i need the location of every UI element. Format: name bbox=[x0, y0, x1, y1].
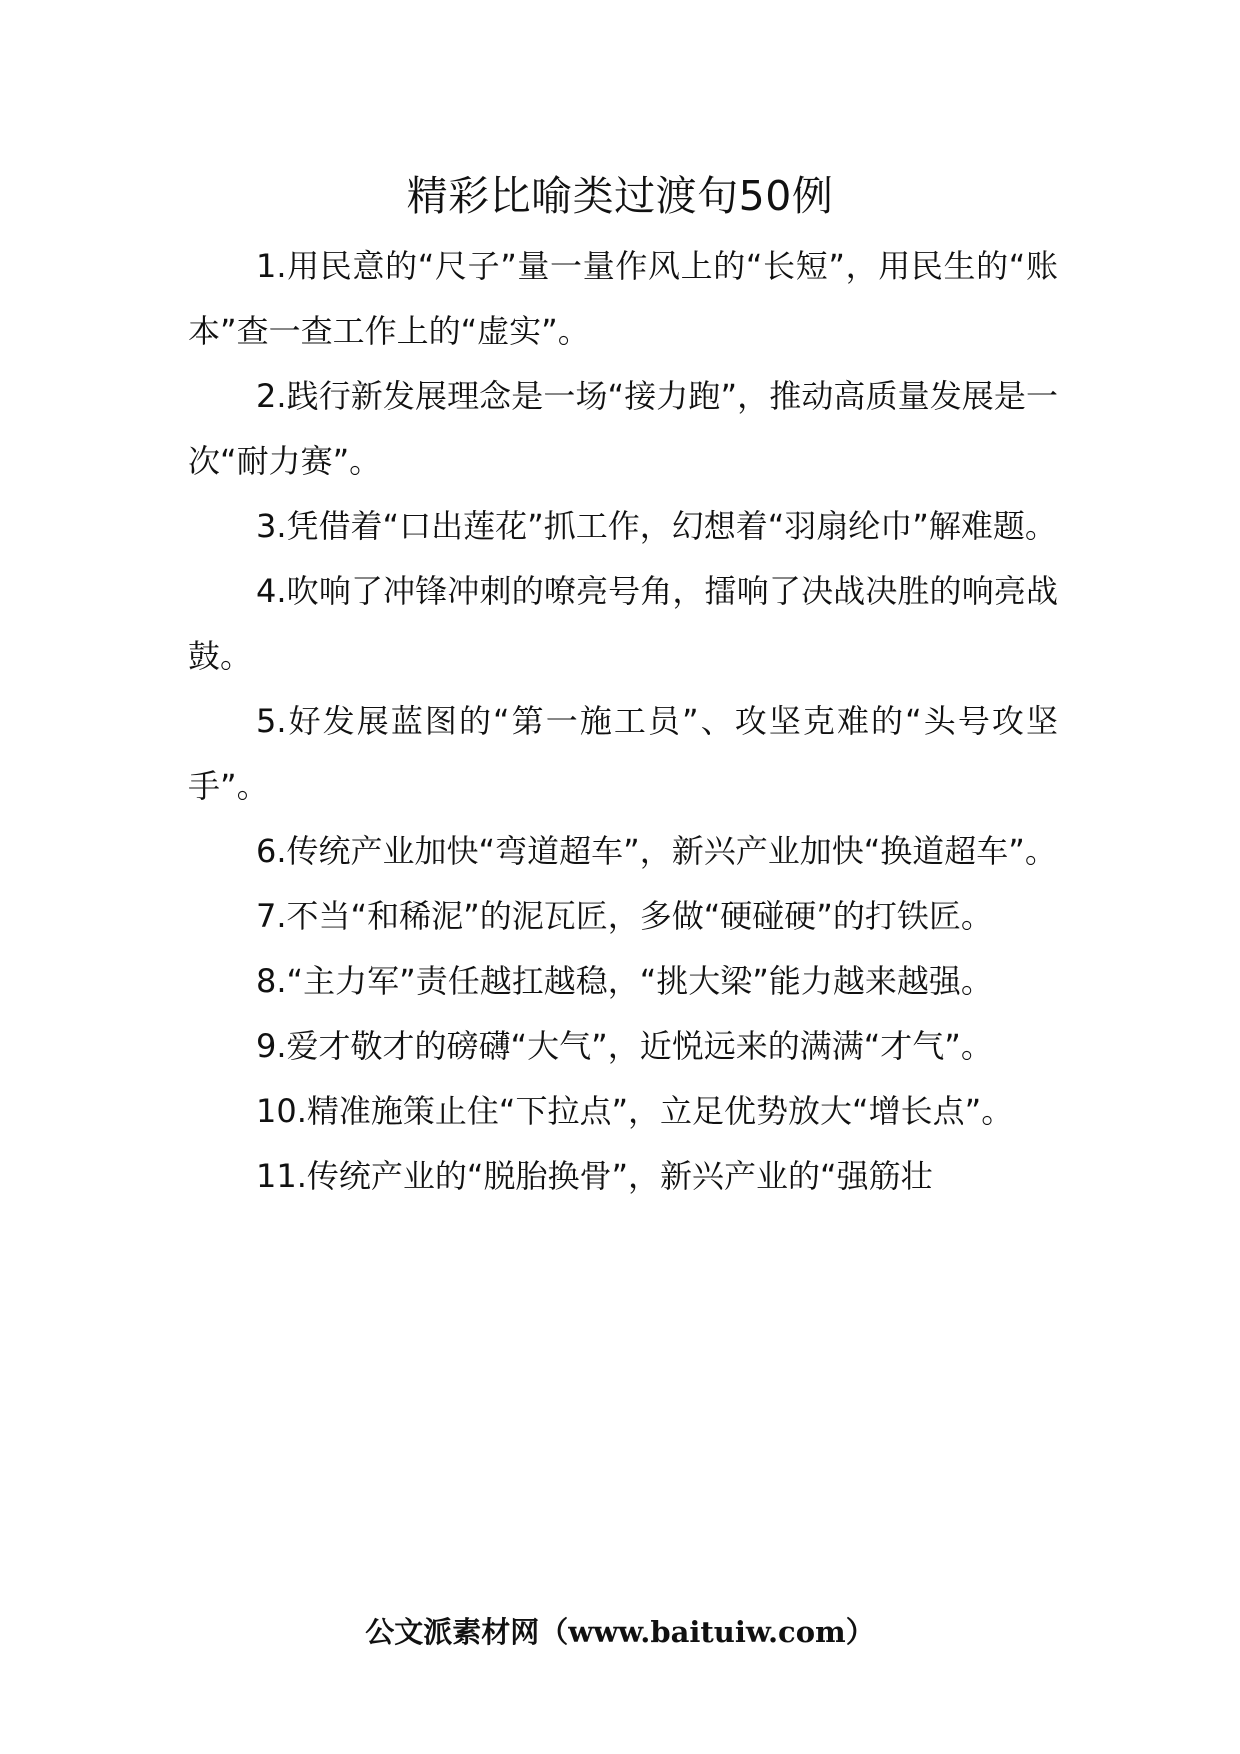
document-title: 精彩比喻类过渡句50例 bbox=[406, 172, 834, 220]
paragraph-1: 1.用民意的“尺子”量一量作风上的“长短”，用民生的“账本”查一查工作上的“虚实”。 bbox=[188, 247, 1058, 350]
paragraph-11: 11.传统产业的“脱胎换骨”，新兴产业的“强筋壮 bbox=[256, 1157, 933, 1195]
paragraph-4: 4.吹响了冲锋冲刺的嘹亮号角，擂响了决战决胜的响亮战鼓。 bbox=[188, 572, 1058, 675]
document-body bbox=[188, 234, 1058, 1209]
paragraph-8: 8.“主力军”责任越扛越稳，“挑大梁”能力越来越强。 bbox=[256, 962, 993, 1000]
site-footer: 公文派素材网（www.baituiw.com） bbox=[365, 1615, 875, 1649]
paragraph-3: 3.凭借着“口出莲花”抓工作，幻想着“羽扇纶巾”解难题。 bbox=[256, 507, 1057, 545]
paragraph-2: 2.践行新发展理念是一场“接力跑”，推动高质量发展是一次“耐力赛”。 bbox=[188, 377, 1058, 480]
paragraph-6: 6.传统产业加快“弯道超车”，新兴产业加快“换道超车”。 bbox=[256, 832, 1057, 870]
paragraph-5: 5.好发展蓝图的“第一施工员”、攻坚克难的“头号攻坚手”。 bbox=[188, 702, 1058, 805]
paragraph-10: 10.精准施策止住“下拉点”，立足优势放大“增长点”。 bbox=[256, 1092, 1014, 1130]
paragraph-9: 9.爱才敬才的磅礴“大气”，近悦远来的满满“才气”。 bbox=[256, 1027, 993, 1065]
paragraph-7: 7.不当“和稀泥”的泥瓦匠，多做“硬碰硬”的打铁匠。 bbox=[256, 897, 993, 935]
